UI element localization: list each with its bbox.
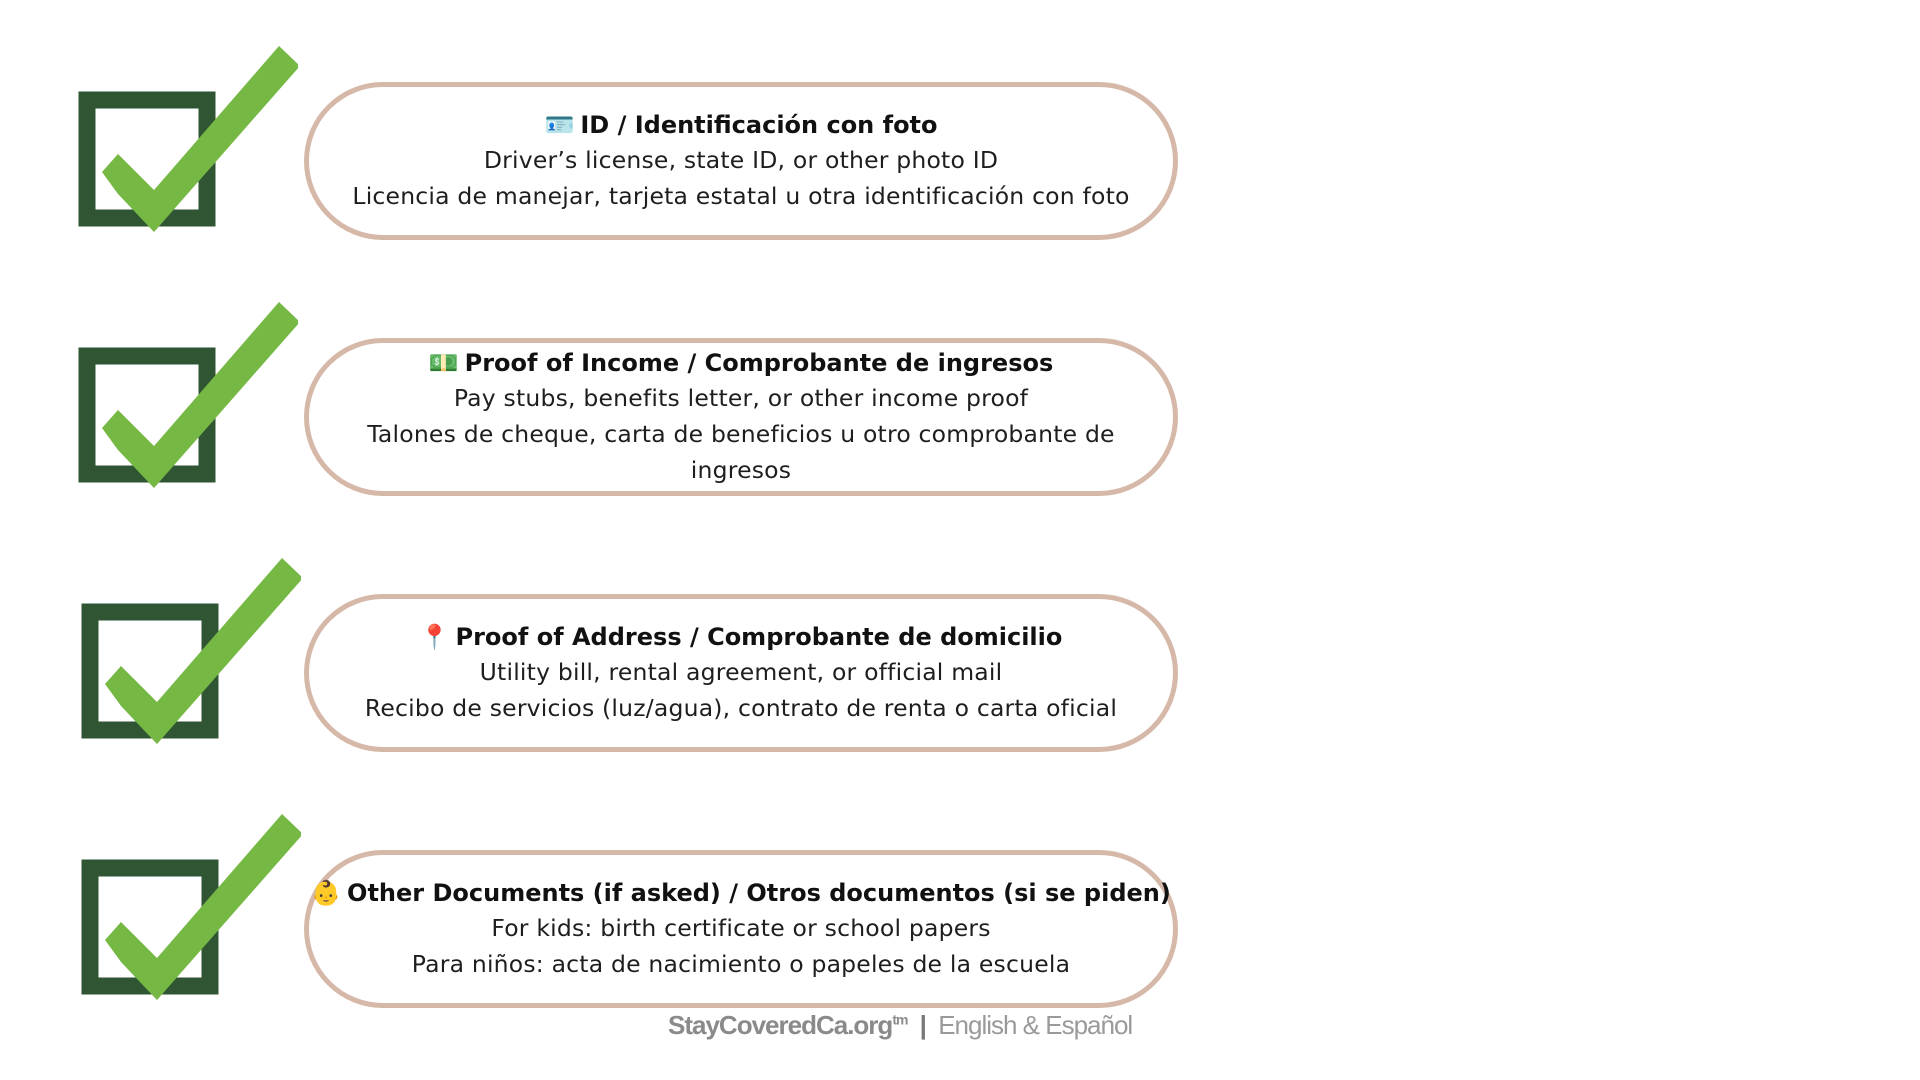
card-line-english: Pay stubs, benefits letter, or other income proof	[453, 384, 1029, 412]
checkbox-checked-icon	[78, 300, 298, 510]
card-line-english: Utility bill, rental agreement, or official mail	[479, 658, 1003, 686]
card-title-text: ID / Identificación con foto	[580, 111, 938, 139]
card-title-text: Proof of Address / Comprobante de domicilio	[455, 623, 1063, 651]
card-title	[311, 876, 1171, 910]
document-card-address	[304, 594, 1178, 752]
card-title	[420, 620, 1063, 654]
document-card-other	[304, 850, 1178, 1008]
document-card-income	[304, 338, 1178, 496]
card-line-spanish: Recibo de servicios (luz/agua), contrato de renta o carta oficial	[364, 694, 1118, 722]
pin-icon: 📍	[419, 623, 450, 651]
document-card-id	[304, 82, 1178, 240]
card-title-text: Other Documents (if asked) / Otros documentos (si se piden)	[347, 879, 1171, 907]
money-icon: 💵	[428, 349, 459, 377]
card-line-spanish: Talones de cheque, carta de beneficios u otro comprobante de ingresos	[367, 420, 1115, 484]
card-line-english: Driver’s license, state ID, or other photo ID	[483, 146, 999, 174]
card-title	[544, 108, 937, 142]
card-title-text: Proof of Income / Comprobante de ingresos	[464, 349, 1054, 377]
card-line-spanish: Para niños: acta de nacimiento o papeles de la escuela	[411, 950, 1071, 978]
footer-separator: |	[919, 1010, 926, 1040]
checkbox-checked-icon	[81, 812, 301, 1022]
footer-branding	[668, 1010, 1132, 1041]
id-card-icon: 🪪	[544, 111, 575, 139]
baby-icon: 👶	[311, 879, 342, 907]
card-line-spanish: Licencia de manejar, tarjeta estatal u otra identificación con foto	[352, 182, 1130, 210]
card-line-english: For kids: birth certificate or school papers	[491, 914, 991, 942]
checkbox-checked-icon	[81, 556, 301, 766]
trademark-mark: tm	[892, 1011, 908, 1028]
checkbox-checked-icon	[78, 44, 298, 254]
card-title	[429, 346, 1054, 380]
brand-name: StayCoveredCa.org	[668, 1010, 893, 1040]
footer-languages: English & Español	[938, 1010, 1133, 1040]
